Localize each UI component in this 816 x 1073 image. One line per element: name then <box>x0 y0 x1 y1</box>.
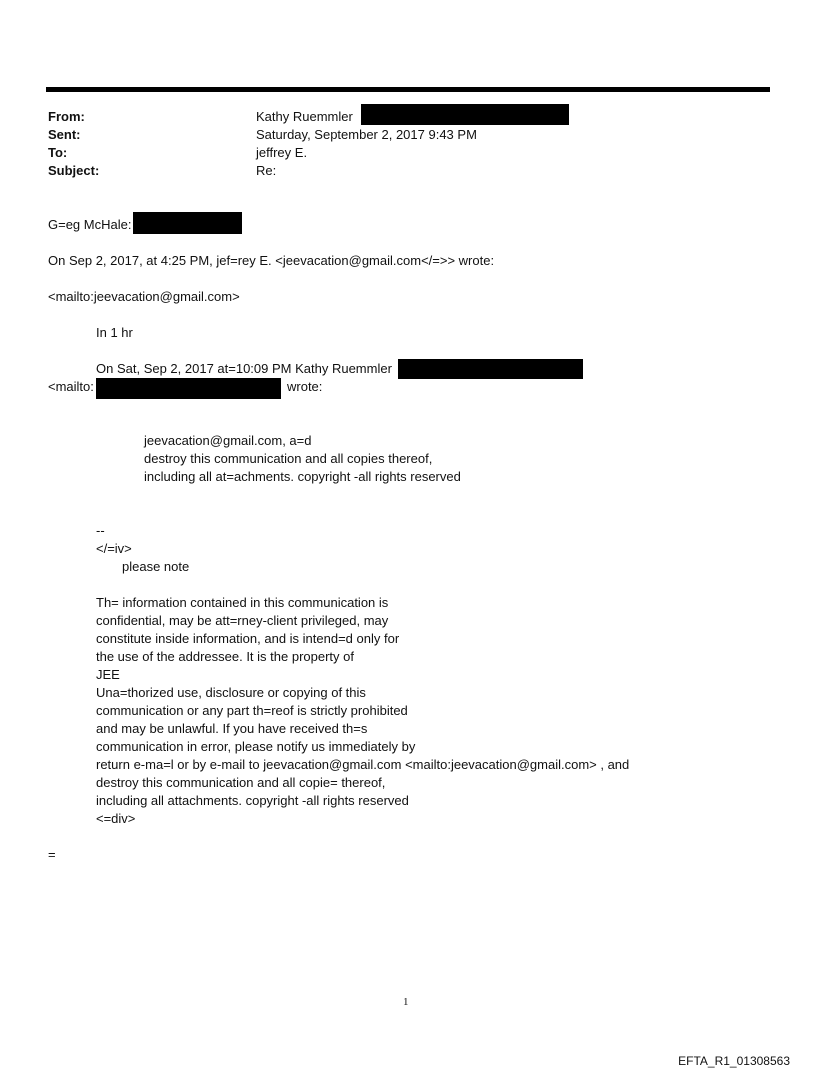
sent-label: Sent: <box>48 127 81 142</box>
disclaimer-line: <=div> <box>96 811 136 826</box>
subject-value: Re: <box>256 163 277 178</box>
disclaimer-line: the use of the addressee. It is the property of <box>96 649 354 664</box>
inner-line-2: destroy this communication and all copies thereof, <box>144 451 433 466</box>
div-tag: </=iv> <box>96 541 132 556</box>
disclaimer-line: return e-ma=l or by e-mail to jeevacation@gmail.com <mailto:jeevacation@gmail.com> , and <box>96 757 630 772</box>
disclaimer-line: communication in error, please notify us immediately by <box>96 739 416 754</box>
redaction-nested-mailto <box>96 378 281 399</box>
disclaimer-line: constitute inside information, and is intend=d only for <box>96 631 400 646</box>
header-rule <box>46 87 770 92</box>
disclaimer-line: and may be unlawful. If you have received th=s <box>96 721 368 736</box>
inner-line-1: jeevacation@gmail.com, a=d <box>144 433 312 448</box>
disclaimer-line: confidential, may be att=rney-client privileged, may <box>96 613 389 628</box>
greeting: G=eg McHale: <box>48 217 132 232</box>
to-value: jeffrey E. <box>256 145 308 160</box>
page-number: 1 <box>403 996 409 1008</box>
disclaimer-line: JEE <box>96 667 120 682</box>
trailing-char: = <box>48 847 56 862</box>
sent-value: Saturday, September 2, 2017 9:43 PM <box>256 127 477 142</box>
nested-intro-1: On Sat, Sep 2, 2017 at=10:09 PM Kathy Ruemmler <box>96 361 392 376</box>
disclaimer-line: including all attachments. copyright -all rights reserved <box>96 793 409 808</box>
redaction-from-email <box>361 104 569 125</box>
disclaimer-line: Una=thorized use, disclosure or copying of this <box>96 685 366 700</box>
to-label: To: <box>48 145 68 160</box>
redaction-greeting <box>133 212 242 234</box>
document-id: EFTA_R1_01308563 <box>678 1054 790 1068</box>
disclaimer-line: Th= information contained in this communication is <box>96 595 389 610</box>
disclaimer-line: destroy this communication and all copie= thereof, <box>96 775 386 790</box>
separator: -- <box>96 523 105 538</box>
disclaimer-line: communication or any part th=reof is strictly prohibited <box>96 703 408 718</box>
subject-label: Subject: <box>48 163 100 178</box>
nested-intro-wrote: wrote: <box>287 379 323 394</box>
please-note: please note <box>122 559 190 574</box>
from-label: From: <box>48 109 85 124</box>
reply-text: In 1 hr <box>96 325 133 340</box>
mailto-line: <mailto:jeevacation@gmail.com> <box>48 289 240 304</box>
redaction-nested-email <box>398 359 583 379</box>
nested-intro-mailto: <mailto: <box>48 379 94 394</box>
quote-intro: On Sep 2, 2017, at 4:25 PM, jef=rey E. <jeevacation@gmail.com</=>> wrote: <box>48 253 495 268</box>
from-value: Kathy Ruemmler <box>256 109 353 124</box>
inner-line-3: including all at=achments. copyright -all rights reserved <box>144 469 461 484</box>
